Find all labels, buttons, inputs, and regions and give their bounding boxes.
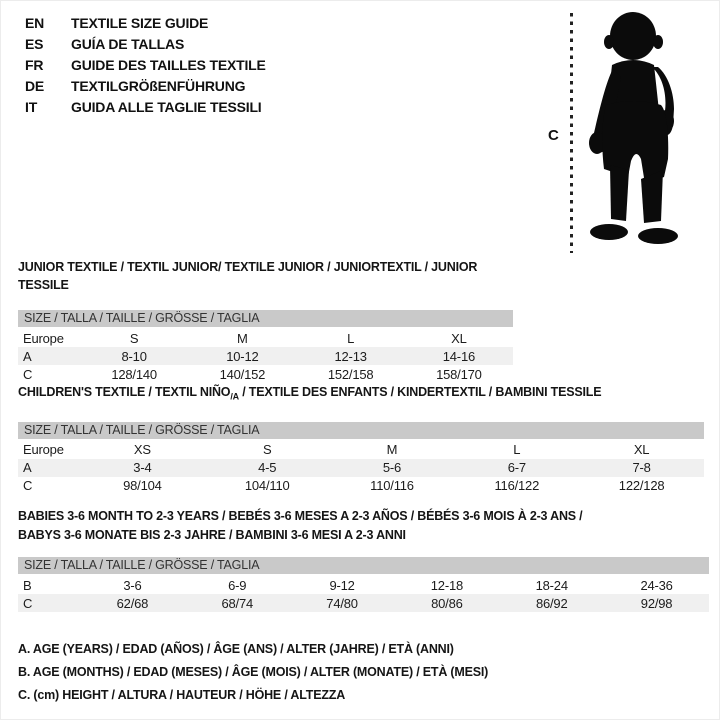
size-header-bar: SIZE / TALLA / TAILLE / GRÖSSE / TAGLIA xyxy=(18,557,709,574)
row-label: C xyxy=(23,595,33,611)
section-title-prefix: CHILDREN'S TEXTILE / TEXTIL NIÑO xyxy=(18,385,231,399)
age-cell: 24-36 xyxy=(640,577,673,593)
height-cell: 62/68 xyxy=(116,595,149,611)
age-cell: 3-4 xyxy=(133,460,152,475)
language-row-it xyxy=(25,97,266,118)
language-code: ES xyxy=(25,36,44,52)
table-row-height xyxy=(18,594,709,612)
age-cell: 9-12 xyxy=(329,577,355,593)
language-row-de xyxy=(25,76,266,97)
size-cell: XS xyxy=(133,442,151,457)
size-cell: S xyxy=(129,330,139,346)
height-cell: 80/86 xyxy=(431,595,463,611)
row-label: C xyxy=(23,366,33,382)
height-measure-label: C xyxy=(548,127,559,144)
age-cell: 4-5 xyxy=(258,460,277,475)
age-cell: 6-7 xyxy=(507,460,526,475)
age-cell: 18-24 xyxy=(535,577,568,593)
age-cell: 7-8 xyxy=(632,460,651,475)
height-cell: 128/140 xyxy=(111,366,157,382)
height-dotted-line xyxy=(570,13,573,253)
table-row-europe xyxy=(18,441,704,459)
toddler-silhouette-image xyxy=(584,9,694,249)
age-cell: 10-12 xyxy=(226,348,259,364)
section-title xyxy=(18,383,704,406)
section-title-line2: BABYS 3-6 MONATE BIS 2-3 JAHRE / BAMBINI 3-6 MESI A 2-3 ANNI xyxy=(18,528,406,542)
size-cell: L xyxy=(513,442,521,457)
language-code: EN xyxy=(25,15,45,31)
language-label: GUIDA ALLE TAGLIE TESSILI xyxy=(71,99,262,115)
size-cell: M xyxy=(386,442,398,457)
table-row-age xyxy=(18,347,513,365)
size-cell: L xyxy=(347,330,355,346)
age-cell: 5-6 xyxy=(382,460,402,475)
section-title-suffix: / TEXTILE DES ENFANTS / KINDERTEXTIL / BAMBINI TESSILE xyxy=(238,385,602,399)
row-label: B xyxy=(23,577,32,593)
junior-textile-section xyxy=(18,258,513,383)
junior-size-table xyxy=(18,329,513,383)
language-code: FR xyxy=(25,57,44,73)
height-cell: 152/158 xyxy=(327,366,374,382)
size-cell: XL xyxy=(633,442,650,457)
measurement-figure xyxy=(546,7,706,257)
note-age-months: B. AGE (MONTHS) / EDAD (MESES) / ÂGE (MOIS) / ALTER (MONATE) / ETÀ (MESI) xyxy=(18,665,489,679)
height-cell: 86/92 xyxy=(535,595,568,611)
size-header-bar: SIZE / TALLA / TAILLE / GRÖSSE / TAGLIA xyxy=(18,310,513,327)
age-cell: 12-13 xyxy=(334,348,367,364)
age-cell: 3-6 xyxy=(123,577,142,593)
row-label: A xyxy=(23,348,32,364)
size-header-bar: SIZE / TALLA / TAILLE / GRÖSSE / TAGLIA xyxy=(18,422,704,439)
height-cell: 140/152 xyxy=(219,366,266,382)
babies-textile-section xyxy=(18,507,709,612)
childrens-size-table xyxy=(18,441,704,495)
height-cell: 104/110 xyxy=(244,478,290,493)
babies-size-table xyxy=(18,576,709,612)
note-age-years: A. AGE (YEARS) / EDAD (AÑOS) / ÂGE (ANS) / ALTER (JAHRE) / ETÀ (ANNI) xyxy=(18,642,454,656)
language-code: IT xyxy=(25,99,38,115)
height-cell: 122/128 xyxy=(618,478,665,493)
language-label: TEXTILGRÖßENFÜHRUNG xyxy=(71,78,246,94)
height-cell: 116/122 xyxy=(494,478,540,493)
age-cell: 14-16 xyxy=(442,348,475,364)
section-title xyxy=(18,507,709,545)
language-code: DE xyxy=(25,78,45,94)
table-row-height xyxy=(18,365,513,383)
language-label: GUIDE DES TAILLES TEXTILE xyxy=(71,57,266,73)
age-cell: 6-9 xyxy=(228,577,247,593)
language-row-es xyxy=(25,34,266,55)
table-row-age xyxy=(18,459,704,477)
language-label: GUÍA DE TALLAS xyxy=(71,36,185,52)
section-title-subscript: /A xyxy=(230,391,239,402)
note-height-cm: C. (cm) HEIGHT / ALTURA / HAUTEUR / HÖHE / ALTEZZA xyxy=(18,688,346,702)
row-label: Europe xyxy=(23,330,64,346)
section-title: JUNIOR TEXTILE / TEXTIL JUNIOR/ TEXTILE JUNIOR / JUNIORTEXTIL / JUNIOR TESSILE xyxy=(18,260,478,292)
height-cell: 74/80 xyxy=(326,595,358,611)
footnotes xyxy=(18,638,488,707)
height-cell: 98/104 xyxy=(123,478,162,493)
age-cell: 12-18 xyxy=(430,577,464,593)
height-cell: 110/116 xyxy=(370,478,414,493)
language-row-fr xyxy=(25,55,266,76)
height-cell: 92/98 xyxy=(640,595,673,611)
size-cell: M xyxy=(237,330,248,346)
size-cell: XL xyxy=(451,330,467,346)
section-title-line1: BABIES 3-6 MONTH TO 2-3 YEARS / BEBÉS 3-6 MESES A 2-3 AÑOS / BÉBÉS 3-6 MOIS À 2-3 ANS / xyxy=(18,509,583,523)
age-cell: 8-10 xyxy=(121,348,147,364)
childrens-textile-section xyxy=(18,383,704,495)
row-label: C xyxy=(23,478,33,493)
language-row-en xyxy=(25,13,266,34)
row-label: Europe xyxy=(23,442,64,457)
language-label: TEXTILE SIZE GUIDE xyxy=(71,15,209,31)
table-row-height xyxy=(18,477,704,495)
table-row-europe xyxy=(18,329,513,347)
height-cell: 68/74 xyxy=(221,595,254,611)
table-row-age-months xyxy=(18,576,709,594)
language-list xyxy=(25,13,266,118)
row-label: A xyxy=(23,460,32,475)
size-cell: S xyxy=(262,442,272,457)
height-cell: 158/170 xyxy=(436,366,482,382)
